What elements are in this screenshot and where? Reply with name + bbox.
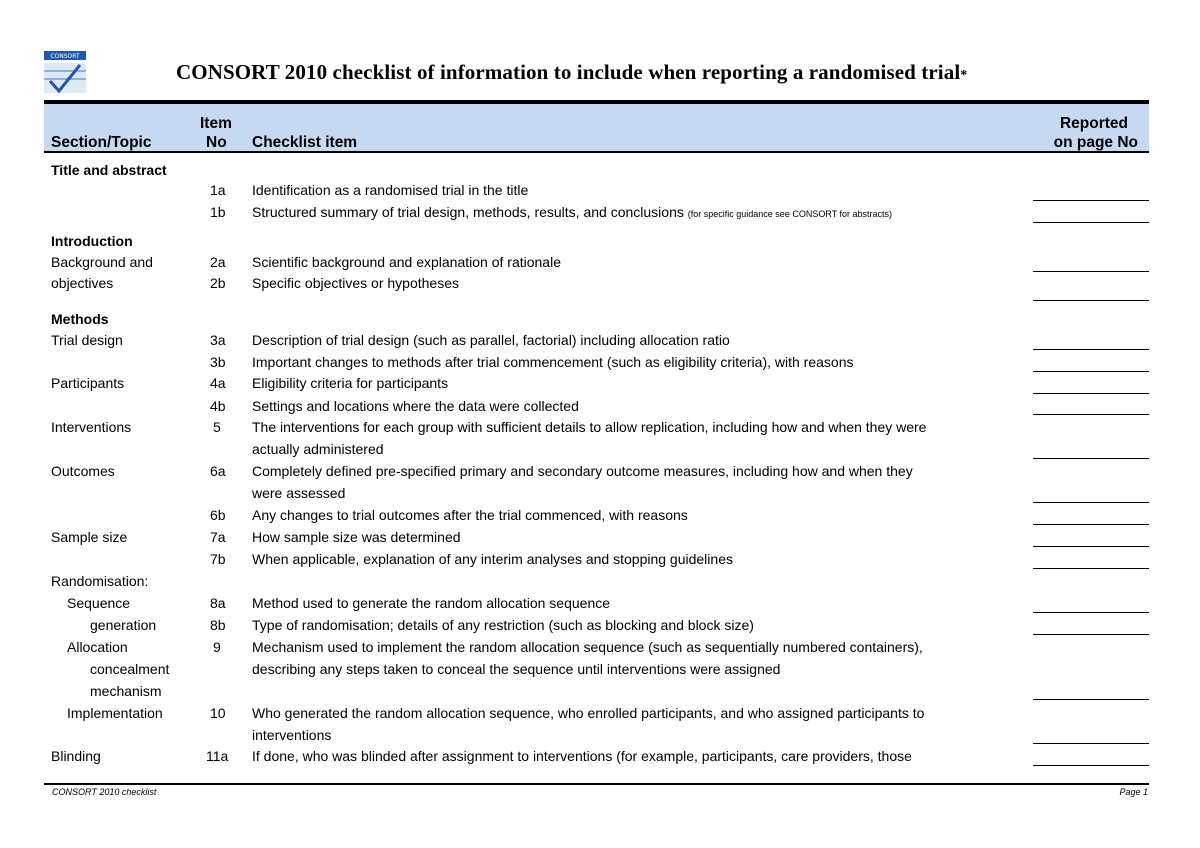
- item-number: 8a: [210, 595, 226, 611]
- footer-page-number: Page 1: [1119, 787, 1148, 797]
- header-checklist-item: Checklist item: [252, 134, 358, 151]
- item-number: 10: [210, 705, 226, 721]
- item-number: 4b: [210, 398, 226, 414]
- topic-label: Outcomes: [51, 463, 115, 479]
- topic-label: Sequence: [67, 595, 131, 611]
- checklist-text-continued: were assessed: [252, 485, 346, 501]
- item-number: 2b: [210, 275, 226, 291]
- topic-label: Participants: [51, 375, 125, 391]
- item-number: 4a: [210, 375, 226, 391]
- page-number-field[interactable]: [1033, 349, 1149, 350]
- page-number-field[interactable]: [1033, 502, 1149, 503]
- topic-label: objectives: [51, 275, 114, 291]
- page-number-field[interactable]: [1033, 393, 1149, 394]
- item-number: 3b: [210, 354, 226, 370]
- checklist-text: Any changes to trial outcomes after the trial commenced, with reasons: [252, 507, 688, 523]
- topic-label: Sample size: [51, 529, 128, 545]
- checklist-text: Description of trial design (such as parallel, factorial) including allocation ratio: [252, 332, 730, 348]
- checklist-text: Method used to generate the random allocation sequence: [252, 595, 611, 611]
- header-divider: [44, 151, 1149, 153]
- header-reported: Reported: [1059, 115, 1128, 132]
- topic-label: Background and: [51, 254, 153, 270]
- page-number-field[interactable]: [1033, 200, 1149, 201]
- section-heading: Introduction: [51, 233, 133, 249]
- topic-label: Trial design: [51, 332, 123, 348]
- item-number: 9: [213, 639, 221, 655]
- checklist-note: (for specific guidance see CONSORT for abstracts): [687, 209, 893, 219]
- item-number: 7b: [210, 551, 226, 567]
- checklist-text: Settings and locations where the data were collected: [252, 398, 579, 414]
- item-number: 1b: [210, 204, 226, 220]
- header-on-page: on page No: [1053, 134, 1138, 151]
- header-section-topic: Section/Topic: [51, 134, 152, 151]
- topic-label-continued: mechanism: [90, 683, 162, 699]
- page-number-field[interactable]: [1033, 699, 1149, 700]
- checklist-text: [252, 204, 892, 223]
- page-number-field[interactable]: [1033, 743, 1149, 744]
- checklist-text: Eligibility criteria for participants: [252, 375, 449, 391]
- section-heading: Title and abstract: [51, 162, 167, 178]
- item-number: 6b: [210, 507, 226, 523]
- page-number-field[interactable]: [1033, 222, 1149, 223]
- footer-left: CONSORT 2010 checklist: [52, 787, 157, 797]
- header-no-label: No: [206, 134, 227, 151]
- page-number-field[interactable]: [1033, 458, 1149, 459]
- checklist-text: How sample size was determined: [252, 529, 461, 545]
- page-title: [176, 60, 967, 85]
- item-number: 5: [213, 419, 221, 435]
- page-number-field[interactable]: [1033, 524, 1149, 525]
- checklist-text: Identification as a randomised trial in the title: [252, 182, 529, 198]
- topic-label: Blinding: [51, 748, 101, 764]
- checklist-text-continued: describing any steps taken to conceal the sequence until interventions were assigned: [252, 661, 781, 677]
- checklist-text: The interventions for each group with sufficient details to allow replication, including how and when they were: [252, 419, 927, 435]
- title-footnote-mark: *: [960, 68, 968, 83]
- header-item-label: Item: [200, 115, 232, 132]
- section-heading: Methods: [51, 311, 109, 327]
- topic-label: generation: [90, 617, 157, 633]
- checklist-text: Mechanism used to implement the random allocation sequence (such as sequentially numbered containers),: [252, 639, 923, 655]
- checklist-text: If done, who was blinded after assignment to interventions (for example, participants, care providers, those: [252, 748, 912, 764]
- page-number-field[interactable]: [1033, 414, 1149, 415]
- page-number-field[interactable]: [1033, 568, 1149, 569]
- item-number: 1a: [210, 182, 226, 198]
- item-number: 7a: [210, 529, 226, 545]
- footer-divider: [44, 783, 1149, 785]
- page-number-field[interactable]: [1033, 371, 1149, 372]
- page-number-field[interactable]: [1033, 271, 1149, 272]
- checklist-text-main: Structured summary of trial design, methods, results, and conclusions: [252, 204, 684, 220]
- page-number-field[interactable]: [1033, 612, 1149, 613]
- item-number: 6a: [210, 463, 226, 479]
- item-number: 11a: [206, 748, 229, 764]
- page-number-field[interactable]: [1033, 634, 1149, 635]
- topic-label: Allocation: [67, 639, 128, 655]
- checklist-text: Important changes to methods after trial commencement (such as eligibility criteria), with reasons: [252, 354, 854, 370]
- topic-label-continued: concealment: [90, 661, 170, 677]
- logo-text: CONSORT: [50, 53, 80, 60]
- topic-label: Randomisation:: [51, 573, 149, 589]
- item-number: 2a: [210, 254, 226, 270]
- page-number-field[interactable]: [1033, 300, 1149, 301]
- consort-logo: [44, 51, 86, 93]
- checklist-text: Specific objectives or hypotheses: [252, 275, 459, 291]
- checklist-text-continued: actually administered: [252, 441, 384, 457]
- checklist-text-continued: interventions: [252, 727, 332, 743]
- page-number-field[interactable]: [1033, 546, 1149, 547]
- checklist-text: When applicable, explanation of any interim analyses and stopping guidelines: [252, 551, 733, 567]
- page-number-field[interactable]: [1033, 765, 1149, 766]
- title-text: CONSORT 2010 checklist of information to include when reporting a randomised trial: [176, 60, 961, 84]
- checklist-text: Who generated the random allocation sequence, who enrolled participants, and who assigned participants to: [252, 705, 925, 721]
- checklist-text: Scientific background and explanation of rationale: [252, 254, 561, 270]
- topic-label: Implementation: [67, 705, 163, 721]
- item-number: 8b: [210, 617, 226, 633]
- topic-label: Interventions: [51, 419, 132, 435]
- checklist-text: Completely defined pre-specified primary and secondary outcome measures, including how and when they: [252, 463, 913, 479]
- checklist-text: Type of randomisation; details of any restriction (such as blocking and block size): [252, 617, 754, 633]
- item-number: 3a: [210, 332, 226, 348]
